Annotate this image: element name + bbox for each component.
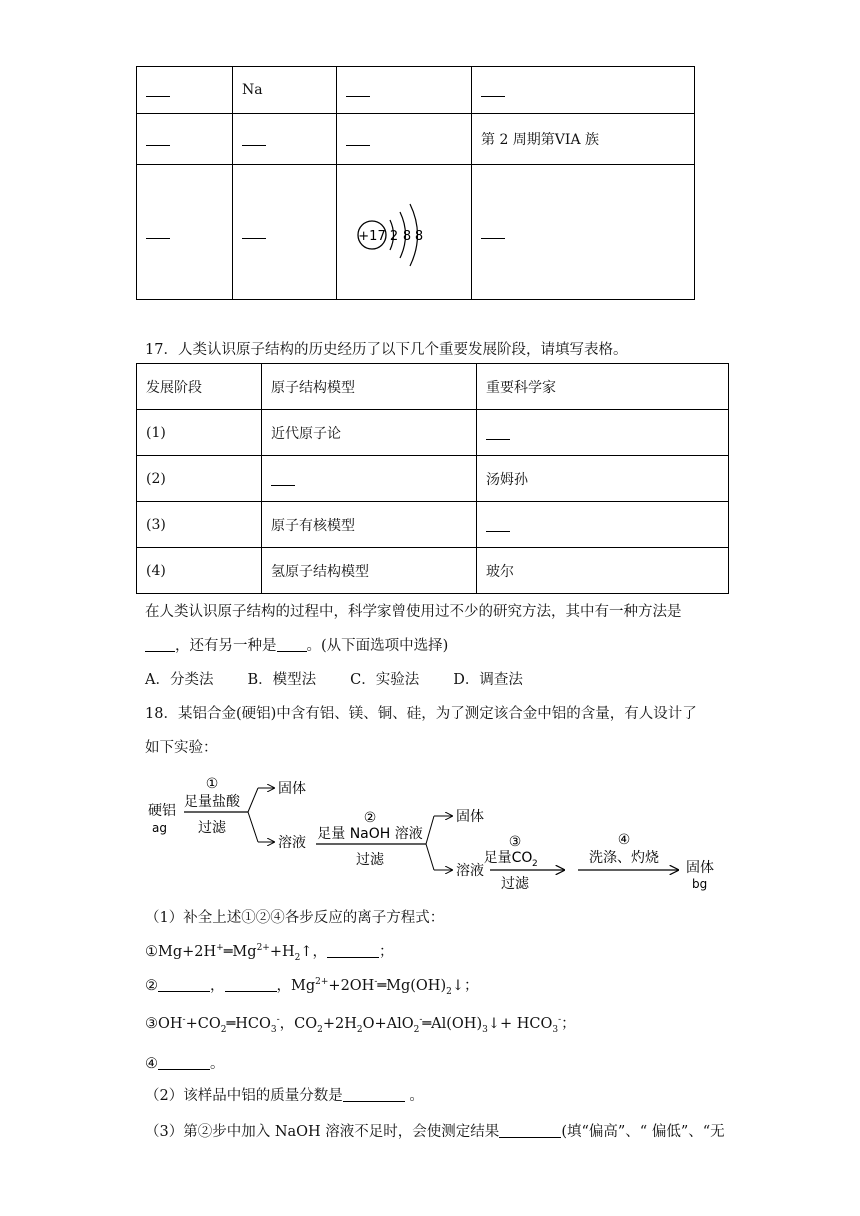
flow-solid1: 固体 (278, 781, 306, 797)
answer-blank[interactable] (158, 1055, 210, 1070)
nucleus-charge: +17 (358, 229, 386, 244)
header-scientist: 重要科学家 (477, 364, 729, 410)
cell-stage: (2) (137, 456, 262, 502)
cell-symbol: Na (233, 67, 337, 114)
atom-structure-diagram (337, 165, 462, 295)
q18-eq4: ④ 。 (145, 1056, 225, 1072)
option-a[interactable]: A．分类法 (145, 672, 214, 688)
element-table (136, 66, 695, 300)
answer-blank[interactable] (146, 131, 170, 146)
answer-blank[interactable] (481, 224, 505, 239)
table-header-row (137, 364, 729, 410)
header-model: 原子结构模型 (262, 364, 477, 410)
table-row (137, 456, 729, 502)
answer-blank[interactable] (271, 471, 295, 486)
table-row (137, 114, 695, 165)
answer-blank[interactable] (146, 224, 170, 239)
q18-sub1: （1）补全上述①②④各步反应的离子方程式： (145, 910, 445, 926)
cell-model: 原子有核模型 (262, 502, 477, 548)
q18-eq3: $③OH^-+CO_2═HCO_3^-$，$CO_2+2H_2O+AlO_2^-═Al(OH)_3↓+ HCO_3^-$； (145, 1015, 576, 1035)
experiment-flowchart (140, 770, 740, 900)
flow-solution1: 溶液 (278, 835, 306, 851)
cell-scientist: 汤姆孙 (477, 456, 729, 502)
flow-step1-num: ① (205, 776, 219, 792)
answer-blank[interactable] (346, 82, 370, 97)
shell-electrons-2: 8 (402, 229, 412, 244)
q18-sub3: （3）第②步中加入 NaOH 溶液不足时，会使测定结果 (填“偏高”、“ 偏低”、“无 (145, 1124, 725, 1140)
flow-step1-op: 过滤 (198, 820, 226, 836)
q17-options (145, 668, 557, 689)
q17-text-1: 在人类认识原子结构的过程中，科学家曾使用过不少的研究方法，其中有一种方法是 (145, 604, 682, 620)
flow-start-mass: ag (152, 821, 167, 835)
q17-question: 17．人类认识原子结构的历史经历了以下几个重要发展阶段，请填写表格。 (145, 342, 628, 358)
answer-blank[interactable] (499, 1123, 561, 1138)
answer-blank[interactable] (158, 977, 210, 992)
table-row (137, 548, 729, 594)
option-c[interactable]: C．实验法 (350, 672, 420, 688)
flow-step2-op: 过滤 (356, 852, 384, 868)
flow-step2-num: ② (363, 810, 377, 826)
cell-stage: (4) (137, 548, 262, 594)
q18-question-2: 如下实验： (145, 740, 218, 756)
flow-step3-num: ③ (508, 834, 522, 850)
answer-blank[interactable] (145, 637, 175, 652)
cell-model: 氢原子结构模型 (262, 548, 477, 594)
answer-blank[interactable] (486, 517, 510, 532)
cell-position: 第 2 周期第VIA 族 (472, 114, 695, 165)
answer-blank[interactable] (486, 425, 510, 440)
option-d[interactable]: D．调查法 (453, 672, 523, 688)
answer-blank[interactable] (242, 224, 266, 239)
cell-stage: (3) (137, 502, 262, 548)
q18-sub2: （2）该样品中铝的质量分数是 。 (145, 1088, 424, 1104)
flow-final-mass: bg (692, 877, 708, 891)
flow-start: 硬铝 (148, 803, 176, 819)
answer-blank[interactable] (346, 131, 370, 146)
cell-scientist: 玻尔 (477, 548, 729, 594)
q17-text-2: ，还有另一种是 。(从下面选项中选择) (145, 634, 448, 655)
answer-blank[interactable] (343, 1087, 405, 1102)
answer-blank[interactable] (225, 977, 277, 992)
q18-question-1: 18．某铝合金(硬铝)中含有铝、镁、铜、硅，为了测定该合金中铝的含量，有人设计了 (145, 706, 697, 722)
cell-stage: (1) (137, 410, 262, 456)
flow-step3-op: 过滤 (501, 876, 529, 892)
shell-electrons-3: 8 (414, 229, 424, 244)
flow-solution2: 溶液 (456, 863, 484, 879)
answer-blank[interactable] (146, 82, 170, 97)
table-row (137, 67, 695, 114)
flow-step3-reagent-sub: 2 (532, 859, 538, 869)
atom-history-table (136, 363, 729, 594)
table-row (137, 165, 695, 300)
header-stage: 发展阶段 (137, 364, 262, 410)
flow-solid2: 固体 (456, 809, 484, 825)
flow-step3-reagent: 足量CO (483, 850, 533, 866)
q18-eq1: $①Mg+2H^+═Mg^{2+}+H_2↑$， ； (145, 943, 394, 963)
answer-blank[interactable] (242, 131, 266, 146)
table-row (137, 410, 729, 456)
shell-electrons-1: 2 (389, 229, 399, 244)
cell-model: 近代原子论 (262, 410, 477, 456)
flow-step4-op: 洗涤、灼烧 (589, 850, 659, 866)
table-row (137, 502, 729, 548)
answer-blank[interactable] (277, 637, 307, 652)
flow-final: 固体 (686, 860, 714, 876)
flow-step2-reagent: 足量 NaOH 溶液 (317, 826, 423, 842)
flow-step1-reagent: 足量盐酸 (184, 794, 240, 810)
answer-blank[interactable] (481, 82, 505, 97)
q18-eq2: ② ， ，$Mg^{2+}+2OH^-═Mg(OH)_2↓$； (145, 977, 479, 997)
option-b[interactable]: B．模型法 (247, 672, 317, 688)
answer-blank[interactable] (327, 943, 379, 958)
flow-step4-num: ④ (617, 832, 631, 848)
